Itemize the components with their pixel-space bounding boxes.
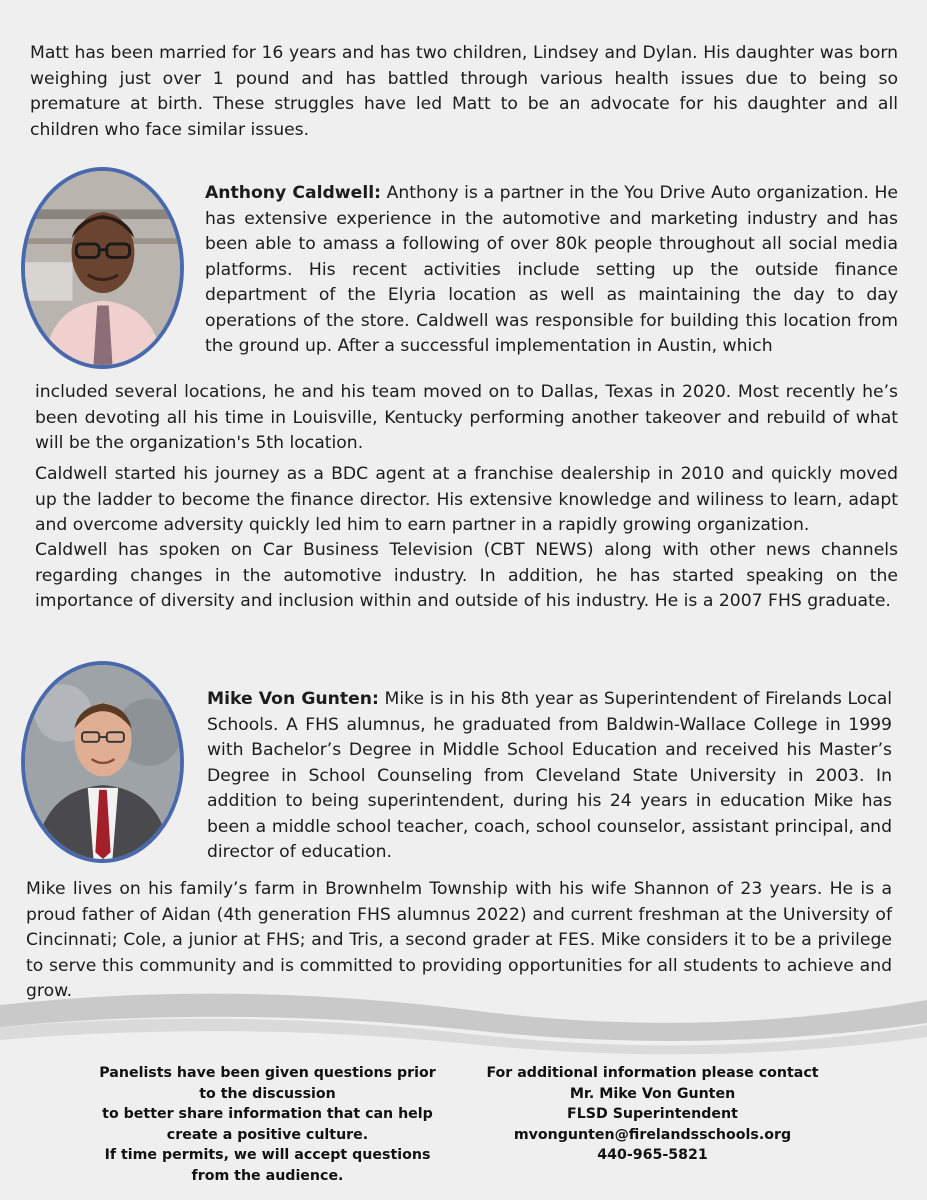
mike-bio-part1: Mike is in his 8th year as Superintendent of Firelands Local Schools. A FHS alumnus, he graduated from Baldwin-Wallace College in 1999 with Bachelor’s Degree in Middle School Education and received his Master’s Degree in School Counseling from Cleveland State University in 2003. In addition to being superintendent, during his 24 years in education Mike has been a middle school teacher, coach, school counselor, assistant principal, and director of education.	[207, 689, 893, 862]
footer-contact-email[interactable]: mvongunten@firelandsschools.org	[513, 1126, 792, 1143]
mike-bio-intro	[207, 687, 892, 866]
anthony-bio-media: Caldwell has spoken on Car Business Television (CBT NEWS) along with other news channels regarding changes in the automotive industry. In addition, he has started speaking on the importance of diversity and inclusion within and outside of his industry. He is a 2007 FHS graduate.	[35, 540, 898, 611]
anthony-name: Anthony Caldwell:	[205, 183, 381, 203]
anthony-bio-career: Caldwell started his journey as a BDC agent at a franchise dealership in 2010 and quickly moved up the ladder to become the finance director. His extensive knowledge and wiliness to learn, adapt and overcome adversity quickly led him to earn partner in a rapidly growing organization.	[35, 464, 898, 535]
footer-left-line: to better share information that can help	[102, 1106, 433, 1122]
mike-bio-family: Mike lives on his family’s farm in Brownhelm Township with his wife Shannon of 23 years. He is a proud father of Aidan (4th generation FHS alumnus 2022) and current freshman at the University of Cincinnati; Cole, a junior at FHS; and Tris, a second grader at FES. Mike considers it to be a privilege to serve this community and is committed to providing opportunities for all students to achieve and grow.	[26, 879, 892, 1001]
anthony-bio-intro	[205, 181, 898, 360]
person-photo-icon	[25, 665, 180, 859]
mike-name: Mike Von Gunten:	[207, 689, 379, 709]
footer-panel-note	[90, 1063, 445, 1186]
person-photo-icon	[25, 171, 180, 365]
anthony-bio-part1: Anthony is a partner in the You Drive Auto organization. He has extensive experience in the automotive and marketing industry and has been able to amass a following of over 80k people throughout all social media platforms. His recent activities include setting up the outside finance department of the Elyria location as well as maintaining the day to day operations of the store. Caldwell was responsible for building this location from the ground up. After a successful implementation in Austin, which	[205, 183, 898, 356]
footer-left-line: to the discussion	[199, 1085, 336, 1102]
footer-contact-phone[interactable]: 440-965-5821	[597, 1147, 708, 1163]
footer-contact-heading: For additional information please contact	[486, 1065, 819, 1081]
anthony-bio-continued: included several locations, he and his team moved on to Dallas, Texas in 2020. Most recently he’s been devoting all his time in Louisville, Kentucky performing another takeover and rebuild of what will be the organization's 5th location.	[35, 382, 898, 453]
intro-paragraph: Matt has been married for 16 years and has two children, Lindsey and Dylan. His daughter was born weighing just over 1 pound and has battled through various health issues due to being so premature at birth. These struggles have led Matt to be an advocate for his daughter and all children who face similar issues.	[30, 43, 898, 140]
mike-von-gunten-photo	[21, 661, 184, 863]
footer-left-line: from the audience.	[191, 1167, 344, 1184]
anthony-caldwell-photo	[21, 167, 184, 369]
footer-contact-title: FLSD Superintendent	[567, 1106, 738, 1122]
footer-left-line: create a positive culture.	[166, 1126, 369, 1143]
footer-contact-name: Mr. Mike Von Gunten	[569, 1085, 736, 1102]
decorative-wave	[0, 985, 927, 1055]
footer-left-line: Panelists have been given questions prior	[99, 1065, 436, 1081]
footer-left-line: If time permits, we will accept questions	[104, 1147, 431, 1163]
footer-contact	[475, 1063, 830, 1166]
